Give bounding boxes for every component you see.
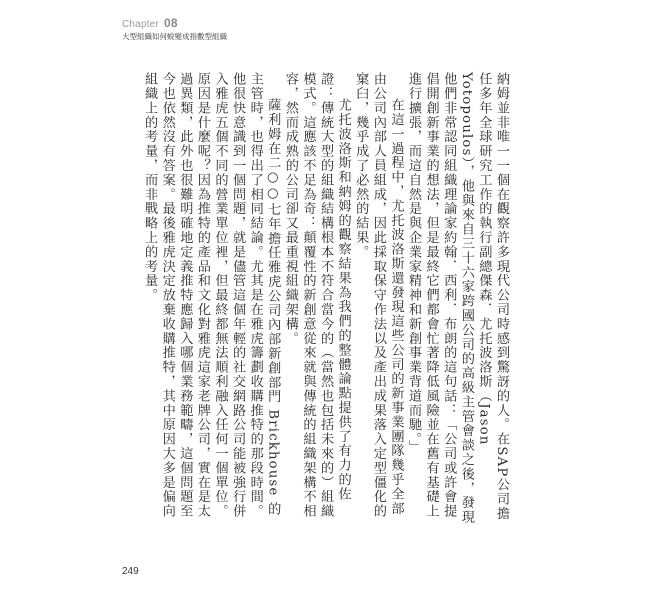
paragraph: 尤托波洛斯和納姆的觀察結果為我們的整體論點提供了有力的佐證：傳統大型的組織結構根本不符合當今的（當然也包括未來的）組織模式。這應該不足為奇：顛覆性的新創意從來就與傳統的組織架構不相容，然而成熟的公司卻又最重視組織架構。 bbox=[282, 72, 351, 519]
chapter-title: 大型組織如何蛻變成指數型組織 bbox=[122, 32, 227, 41]
vertical-body-text bbox=[142, 72, 510, 527]
chapter-number: 08 bbox=[163, 16, 178, 30]
paragraph: 納姆並非唯一一個在觀察許多現代公司時感到驚訝的人。在SAP公司擔任多年全球研究工作的執行副總傑森．尤托波洛斯（Jason Yotopoulos），他與來自三十六家跨國公司的高級主管會談之後，發現他們非常認同組織理論家約翰．西利．布朗的這句話：「公司或許會提倡開創新事業的想法，但是最終它們都會忙著降低風險並在舊有基礎上進行擴張，而這自然是與企業家精神和新創事業背道而馳。」 bbox=[406, 72, 509, 525]
page-number: 249 bbox=[122, 566, 139, 577]
chapter-label bbox=[122, 16, 178, 30]
chapter-word: Chapter bbox=[122, 19, 159, 30]
paragraph: 薩利姆在二○○七年擔任雅虎公司內部新創部門 Brickhouse 的主管時，也得出了相同結論。尤其是在雅虎籌劃收購推特的那段時間。他很快意識到一個問題，就是儘管這個年輕的社交網路公司能被強行併入雅虎五個不同的營業單位裡，但最終都無法順利融入任何一個單位。原因是什麼呢？因為推特的產品和文化對雅虎這家老牌公司，實在是太過異類，此外也很難明確地定義推特應歸入哪個業務範疇，這個問題至今也依然沒有答案。最後雅虎決定放棄收購推特，其中原因大多是偏向組織上的考量，而非戰略上的考量。 bbox=[142, 72, 281, 519]
paragraph: 在這一過程中，尤托波洛斯還發現這些公司的新事業團隊幾乎全部由公司內部人員組成，因此採取保守作法以及產出成果落入定型僵化的窠臼，幾乎成了必然的結果。 bbox=[353, 72, 404, 519]
